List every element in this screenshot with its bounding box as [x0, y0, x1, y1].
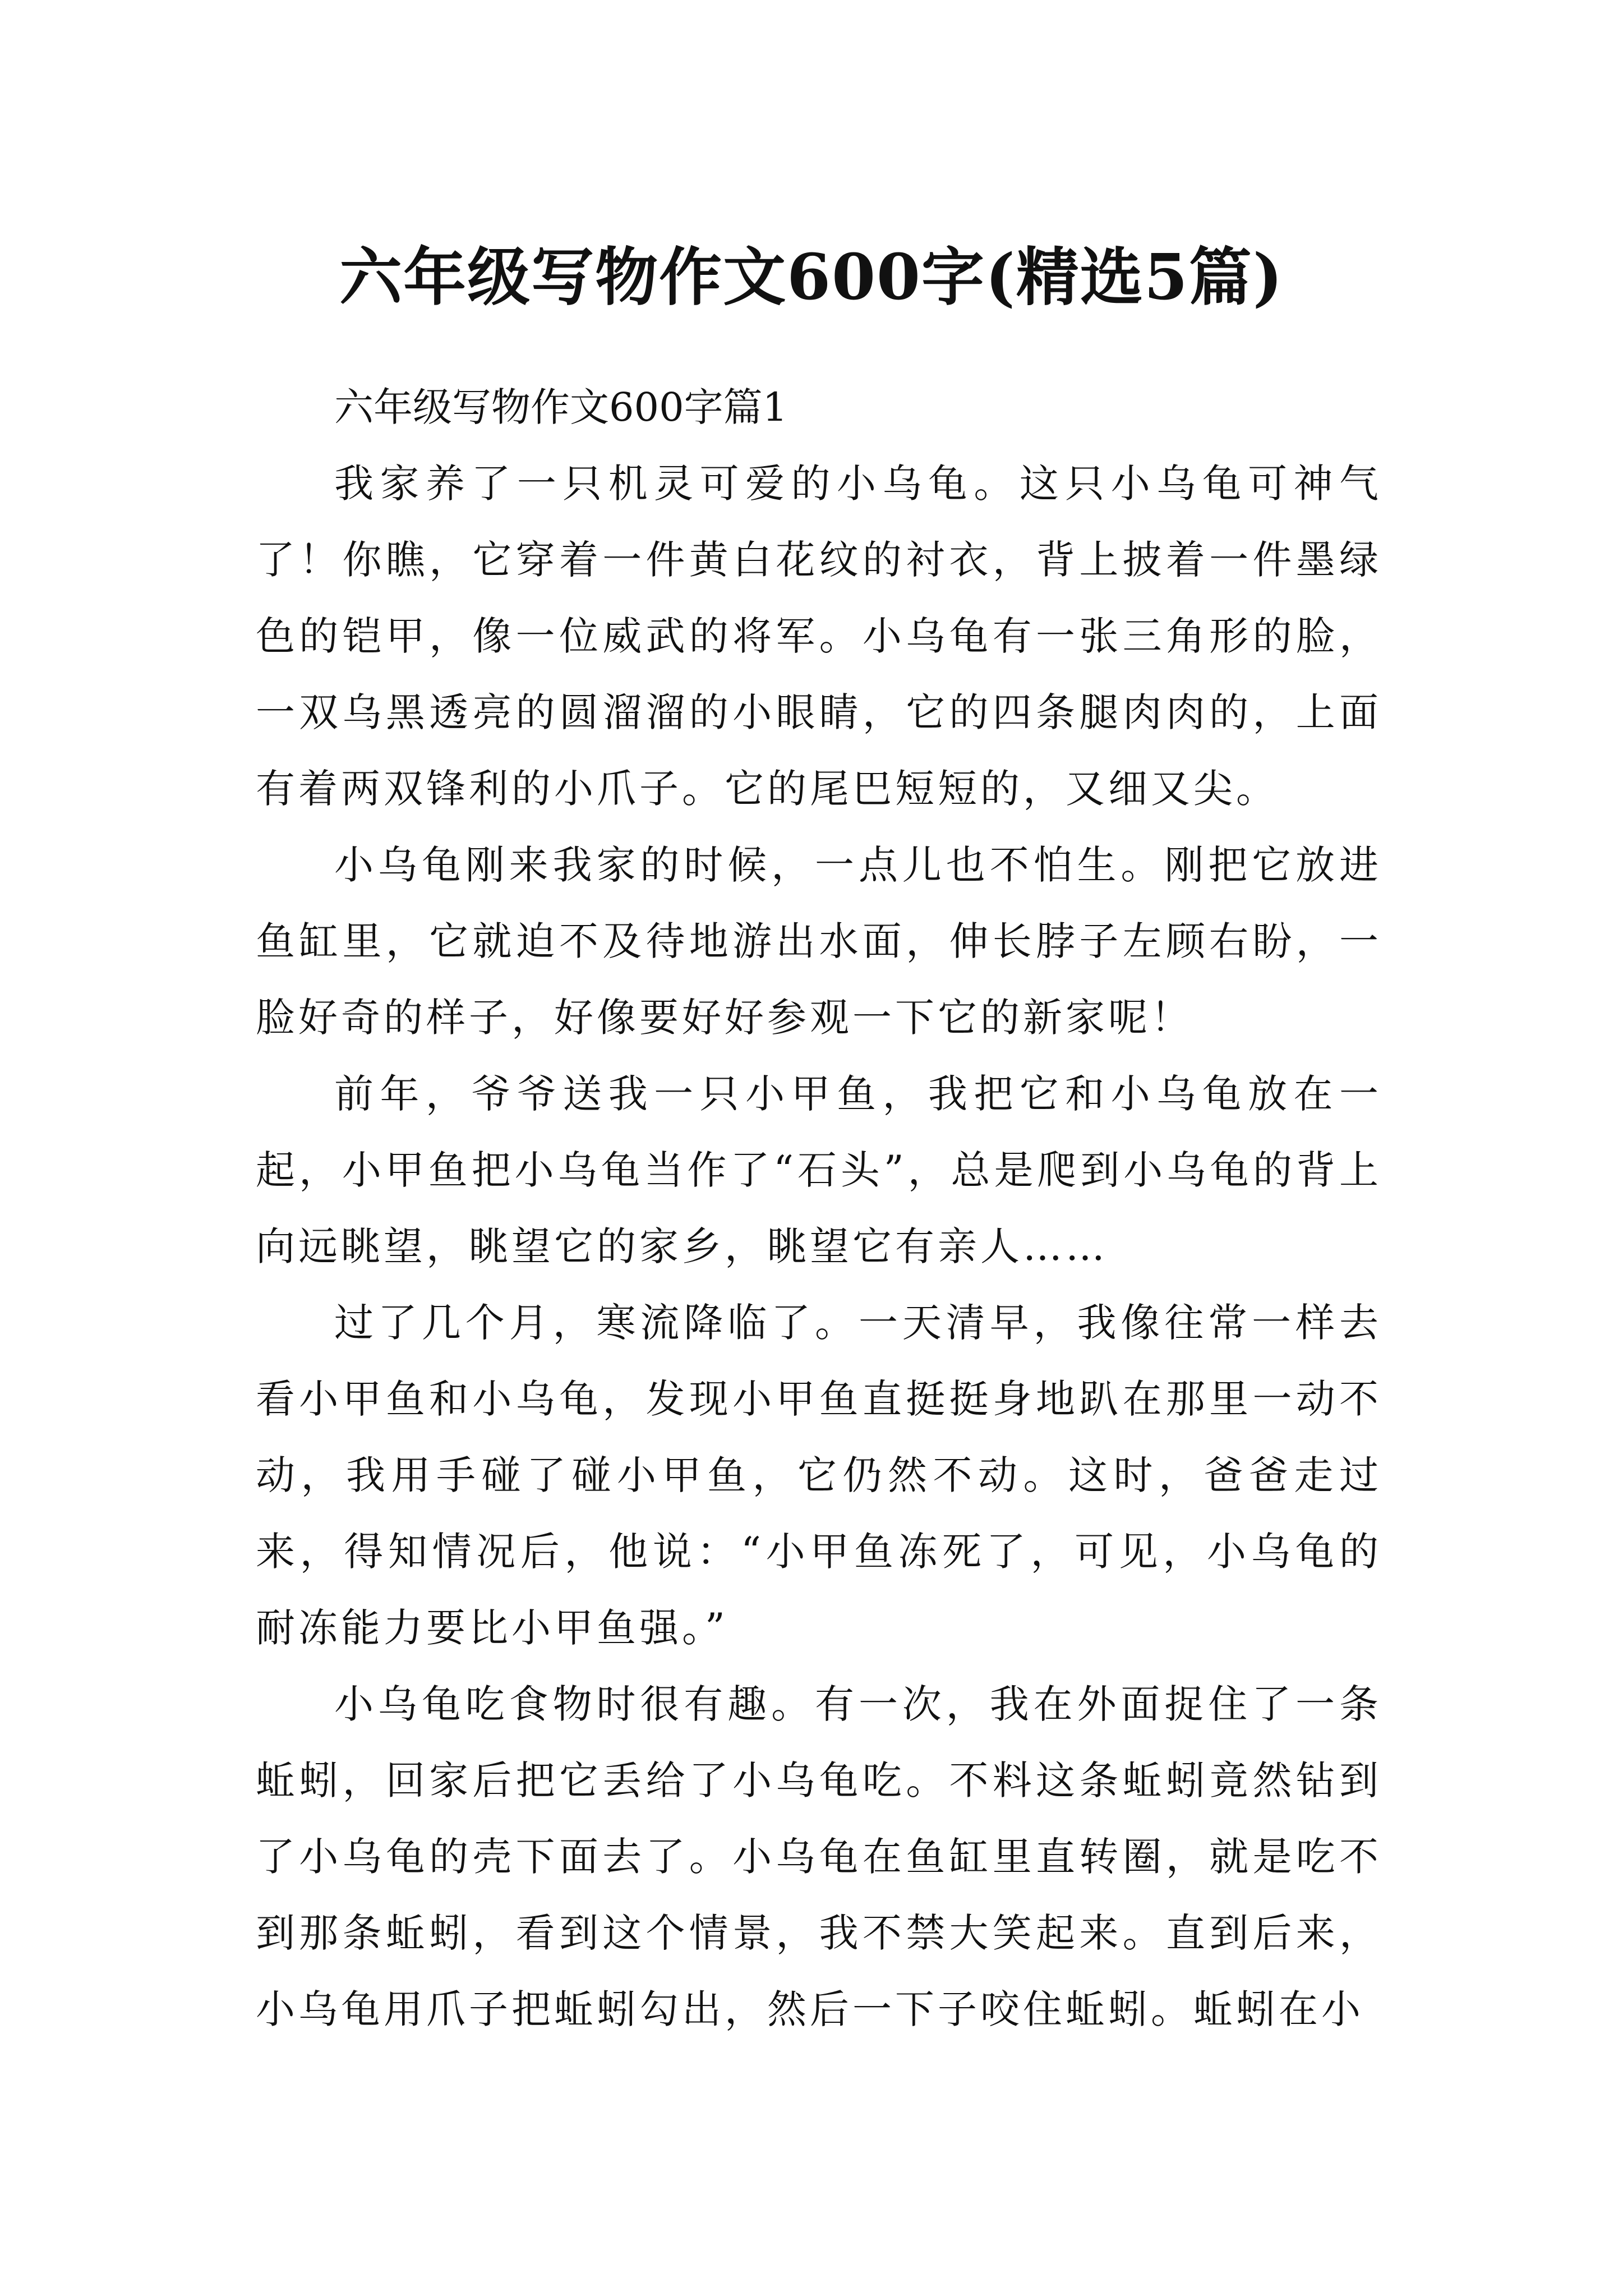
paragraph-3: 前年，爷爷送我一只小甲鱼，我把它和小乌龟放在一起，小甲鱼把小乌龟当作了“石头”，总是爬到小乌龟的背上向远眺望，眺望它的家乡，眺望它有亲人…… — [256, 1071, 1382, 1269]
document-title: 六年级写物作文600字(精选5篇) — [339, 241, 1284, 315]
document-body — [256, 369, 1382, 2047]
paragraph-4: 过了几个月，寒流降临了。一天清早，我像往常一样去看小甲鱼和小乌龟，发现小甲鱼直挺挺身地趴在那里一动不动，我用手碰了碰小甲鱼，它仍然不动。这时，爸爸走过来，得知情况后，他说：“小甲鱼冻死了，可见，小乌龟的耐冻能力要比小甲鱼强。” — [256, 1300, 1382, 1651]
section-heading: 六年级写物作文600字篇1 — [334, 384, 788, 430]
paragraph-5: 小乌龟吃食物时很有趣。有一次，我在外面捉住了一条蚯蚓，回家后把它丢给了小乌龟吃。不料这条蚯蚓竟然钻到了小乌龟的壳下面去了。小乌龟在鱼缸里直转圈，就是吃不到那条蚯蚓，看到这个情景，我不禁大笑起来。直到后来，小乌龟用爪子把蚯蚓勾出，然后一下子咬住蚯蚓。蚯蚓在小 — [256, 1681, 1382, 2032]
paragraph-2: 小乌龟刚来我家的时候，一点儿也不怕生。刚把它放进鱼缸里，它就迫不及待地游出水面，伸长脖子左顾右盼，一脸好奇的样子，好像要好好参观一下它的新家呢！ — [256, 842, 1382, 1041]
paragraph-1: 我家养了一只机灵可爱的小乌龟。这只小乌龟可神气了！你瞧，它穿着一件黄白花纹的衬衣，背上披着一件墨绿色的铠甲，像一位威武的将军。小乌龟有一张三角形的脸，一双乌黑透亮的圆溜溜的小眼睛，它的四条腿肉肉的，上面有着两双锋利的小爪子。它的尾巴短短的，又细又尖。 — [256, 461, 1382, 812]
